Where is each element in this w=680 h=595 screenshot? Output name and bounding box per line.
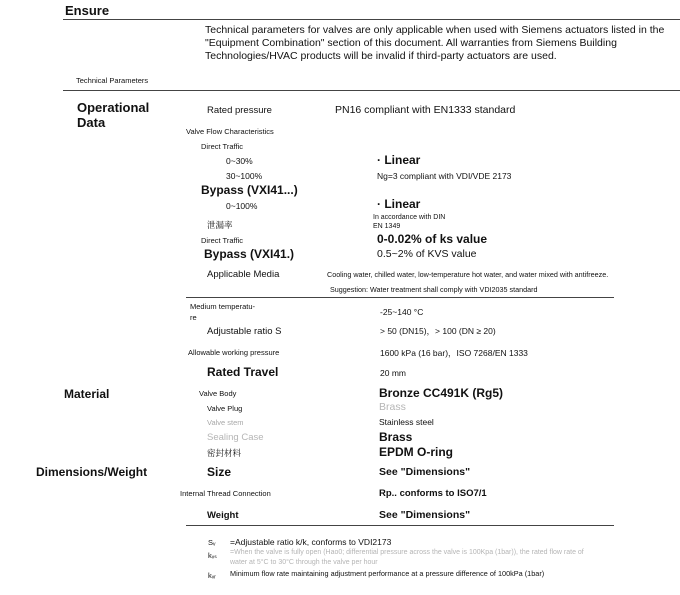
allowable-pressure-value: 1600 kPa (16 bar)，ISO 7268/EN 1333 [380,348,528,358]
page-title: Ensure [65,3,110,18]
valve-body-label: Valve Body [199,389,237,398]
direct-traffic-label: Direct Traffic [201,142,243,151]
adjustable-ratio-label: Adjustable ratio S [207,326,282,337]
footnote-kvr-text: Minimum flow rate maintaining adjustment performance at a pressure difference of 100kPa (1bar) [230,569,545,578]
media-rule [186,297,614,298]
medium-temperature-value: -25~140 °C [380,307,424,317]
tech-params-label: Technical Parameters [76,76,149,85]
applicable-media-label: Applicable Media [207,269,280,280]
valve-stem-label: Valve stem [207,418,244,427]
range-0-30-value: · Linear [377,153,421,167]
valve-plug-value: Brass [379,401,406,413]
direct-traffic-label-2: Direct Traffic [201,236,243,245]
range-0-30: 0~30% [226,156,253,166]
rated-pressure-label: Rated pressure [207,105,272,116]
range-0-100: 0~100% [226,201,258,211]
valve-body-value: Bronze CC491K (Rg5) [379,386,504,400]
footnote-kvs-symbol: kᵥₛ [208,551,217,560]
media-suggestion: Suggestion: Water treatment shall comply with VDI2035 standard [330,285,538,294]
leakage-rate-label: 泄漏率 [207,220,233,230]
leak-direct-value: 0-0.02% of ks value [377,232,488,246]
leak-bypass-value: 0.5~2% of KVS value [377,248,477,260]
rated-travel-value: 20 mm [380,368,406,378]
sealing-case-value: Brass [379,430,413,444]
weight-label: Weight [207,510,239,521]
bypass-label-2: Bypass (VXI41.) [204,247,295,261]
rated-travel-label: Rated Travel [207,365,279,379]
bypass-label: Bypass (VXI41...) [201,183,298,197]
size-label: Size [207,465,232,479]
valve-stem-value: Stainless steel [379,417,434,427]
medium-temperature-label: Medium temperatu- re [190,302,256,322]
footnote-s-text: =Adjustable ratio k/k, conforms to VDI2173 [230,537,392,547]
allowable-pressure-label: Allowable working pressure [188,348,280,357]
section-dimensions-weight: Dimensions/Weight [36,465,148,479]
warranty-notice: Technical parameters for valves are only applicable when used with Siemens actuators listed in the "Equipment Combination" section of this document. All warranties from Siemens Building Technologies/HVAC products will be invalid if third-party actuators are used. [205,24,665,62]
range-0-100-value: · Linear [377,197,421,211]
din-note: In accordance with DIN EN 1349 [373,214,446,230]
applicable-media-value: Cooling water, chilled water, low-temperature hot water, and water mixed with antifreeze. [327,270,609,279]
footnote-kvr-symbol: kᵥᵣ [208,571,216,580]
section-operational-data: Operational Data [77,100,150,130]
sealing-case-label: Sealing Case [207,432,264,443]
footnote-s-symbol: Sᵥ [208,538,216,547]
dimensions-rule [186,525,614,526]
tech-params-rule [63,90,680,91]
footnote-kvs-text: =When the valve is fully open (Hao0; differential pressure across the valve is 100Kpa (1bar)), the rated flow rate of water at 5°C to 30°C through the valve per hour [230,549,584,566]
valve-plug-label: Valve Plug [207,404,243,413]
size-value: See "Dimensions" [379,466,471,478]
header-rule [63,19,680,20]
thread-connection-label: Internal Thread Connection [180,489,271,498]
rated-pressure-value: PN16 compliant with EN1333 standard [335,104,516,116]
seal-material-value: EPDM O-ring [379,445,453,459]
range-30-100-value: Ng=3 compliant with VDI/VDE 2173 [377,171,512,181]
thread-connection-value: Rp.. conforms to ISO7/1 [379,488,487,499]
seal-material-label: 密封材料 [207,448,242,458]
flow-characteristics-label: Valve Flow Characteristics [186,127,274,136]
adjustable-ratio-value: > 50 (DN15)，> 100 (DN ≥ 20) [380,326,496,336]
range-30-100: 30~100% [226,171,263,181]
weight-value: See "Dimensions" [379,509,471,521]
section-material: Material [64,387,110,401]
